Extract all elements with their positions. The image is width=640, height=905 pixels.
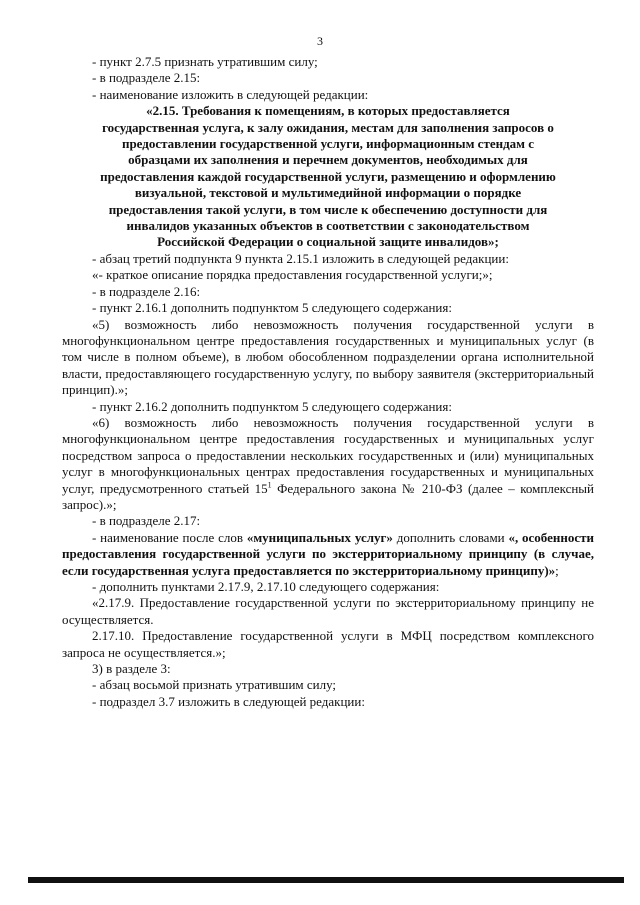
paragraph-text: Федерального закона № 210-ФЗ (далее – комплексный запрос).»; [62,480,595,512]
heading-line: образцами их заполнения и перечнем документов, необходимых для [128,152,528,168]
paragraph [62,530,594,579]
paragraph: - в подразделе 2.17: [92,513,201,529]
paragraph: «- краткое описание порядка предоставления государственной услуги;»; [92,267,493,283]
heading-line: визуальной, текстовой и мультимедийной информации о порядке [134,185,522,201]
paragraph: - пункт 2.16.2 дополнить подпунктом 5 следующего содержания: [92,398,452,414]
page-number: 3 [317,34,323,48]
document-body [62,54,594,710]
paragraph-text: дополнить словами [392,529,509,545]
superscript: 1 [267,480,272,490]
paragraph: - в подразделе 2.15: [92,70,201,86]
heading-line: предоставления каждой государственной услуги, размещению и оформлению [100,168,556,184]
paragraph: - подраздел 3.7 изложить в следующей редакции: [92,693,365,709]
paragraph: - наименование изложить в следующей редакции: [92,86,369,102]
bold-text: «, особенности предоставления государственной услуги по экстерриториальному принципу (в случае, если государственная услуга предоставляется по экстерриториальному принципу)» [62,529,595,578]
paragraph: - пункт 2.7.5 признать утратившим силу; [92,54,318,69]
paragraph: 3) в разделе 3: [92,661,171,677]
paragraph-text: «6) возможность либо невозможность получения государственной услуги в многофункциональном центре предоставления государственных и муниципальных услуг посредством запроса о предоставлении нескольких государственных и (или) муниципальных услуг в многофункциональных центрах предоставления государственных и муниципальных услуг, предусмотренного статьей 15 [62,414,594,496]
bold-text: «муниципальных услуг» [246,529,393,545]
heading-line: «2.15. Требования к помещениям, в которых предоставляется [146,103,510,119]
paragraph: - в подразделе 2.16: [92,283,201,299]
paragraph: - абзац восьмой признать утратившим силу; [92,677,337,693]
paragraph: «5) возможность либо невозможность получения государственной услуги в многофункциональном центре предоставления государственных и муниципальных услуг (в том числе в полном объеме), в любом обособленном подразделении органа исполнительной власти, предоставляющего государственную услугу, по выбору заявителя (экстерриториальный принцип).»; [62,316,594,398]
paragraph: - абзац третий подпункта 9 пункта 2.15.1 изложить в следующей редакции: [92,250,509,266]
paragraph-text: - наименование после слов [92,529,247,545]
paragraph: «2.17.9. Предоставление государственной услуги по экстерриториальному принципу не осуществляется. [62,595,594,627]
heading-line: инвалидов указанных объектов в соответствии с законодательством [126,218,530,234]
paragraph [62,415,594,513]
heading-line: предоставления такой услуги, в том числе к обеспечению доступности для [108,201,548,217]
section-heading [62,103,594,251]
paragraph-text: ; [555,562,559,578]
paragraph: - дополнить пунктами 2.17.9, 2.17.10 следующего содержания: [92,579,440,594]
heading-line: предоставлении государственной услуги, информационным стендам с [121,136,535,152]
heading-line: государственная услуга, к залу ожидания, местам для заполнения запросов о [102,119,554,135]
paragraph: 2.17.10. Предоставление государственной услуги в МФЦ посредством комплексного запроса не осуществляется.»; [62,628,594,660]
paragraph: - пункт 2.16.1 дополнить подпунктом 5 следующего содержания: [92,300,452,316]
heading-line: Российской Федерации о социальной защите инвалидов»; [157,234,499,250]
bottom-rule [28,877,624,883]
